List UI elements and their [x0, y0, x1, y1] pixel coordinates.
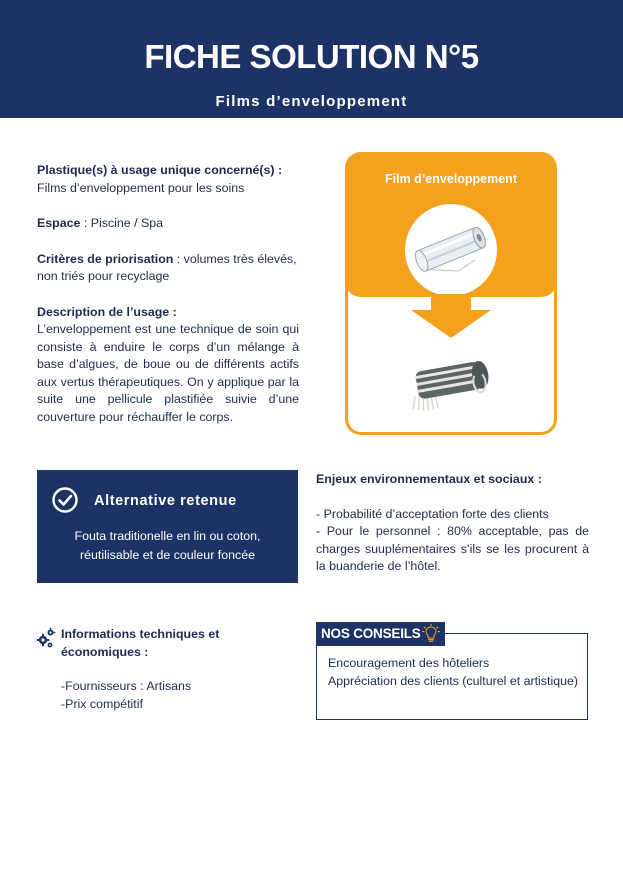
description-value: L’enveloppement est une technique de soin qui consiste à enduire le corps d’un mélange à base d’algues, de boue ou de différents actifs aux vertus thérapeutiques. On y applique par la suite une pellicule plastifiée suivie d’une couverture pour réchauffer le corps. [37, 322, 299, 424]
enjeux-section [316, 471, 589, 576]
criteres-value: : volumes très élevés, non triés pour recyclage [37, 251, 297, 283]
plastiques-label: Plastique(s) à usage unique concerné(s) : [37, 163, 283, 177]
header-banner [0, 0, 623, 118]
check-circle-icon [52, 487, 78, 513]
enjeux-label: Enjeux environnementaux et sociaux : [316, 472, 542, 486]
description-section [37, 304, 299, 427]
espace-label: Espace [37, 216, 81, 230]
enjeux-item: - Pour le personnel : 80% acceptable, pas de charges suuplémentaires s’ils se les procurent à la buanderie de l’hôtel. [316, 524, 589, 573]
rolled-towel-icon [405, 352, 497, 412]
page-title: FICHE SOLUTION N°5 [144, 38, 479, 75]
enjeux-item: - Probabilité d’acceptation forte des clients [316, 506, 549, 521]
conseils-line: Appréciation des clients (culturel et artistique) [328, 673, 578, 688]
espace-value: : Piscine / Spa [80, 216, 164, 230]
conseils-tab [316, 622, 445, 646]
conseils-box [316, 633, 588, 720]
criteres-section [37, 251, 299, 286]
description-label: Description de l’usage : [37, 304, 177, 319]
solution-details [37, 162, 299, 444]
alternative-title: Alternative retenue [94, 493, 237, 509]
info-item: -Prix compétitif [61, 696, 143, 711]
plastiques-value: Films d’enveloppement pour les soins [37, 180, 245, 195]
info-section [61, 626, 301, 713]
espace-section [37, 215, 299, 233]
criteres-label: Critères de priorisation [37, 251, 174, 266]
arrow-down-icon [409, 294, 493, 338]
info-label: Informations techniques et économiques : [61, 627, 220, 659]
gears-icon [36, 627, 56, 649]
diagram-label: Film d’enveloppement [385, 172, 517, 186]
conseils-line: Encouragement des hôteliers [328, 656, 490, 670]
plastic-film-roll-icon [409, 220, 493, 276]
plastiques-section [37, 162, 299, 197]
conseils-text [328, 655, 578, 690]
conseils-title: NOS CONSEILS [321, 626, 421, 641]
substitution-diagram [345, 152, 557, 435]
alternative-text: Fouta traditionelle en lin ou coton, réutilisable et de couleur foncée [74, 529, 261, 562]
alternative-box [37, 470, 298, 583]
page-subtitle: Films d’enveloppement [215, 93, 408, 110]
lightbulb-icon [422, 624, 440, 644]
info-item: -Fournisseurs : Artisans [61, 679, 192, 693]
